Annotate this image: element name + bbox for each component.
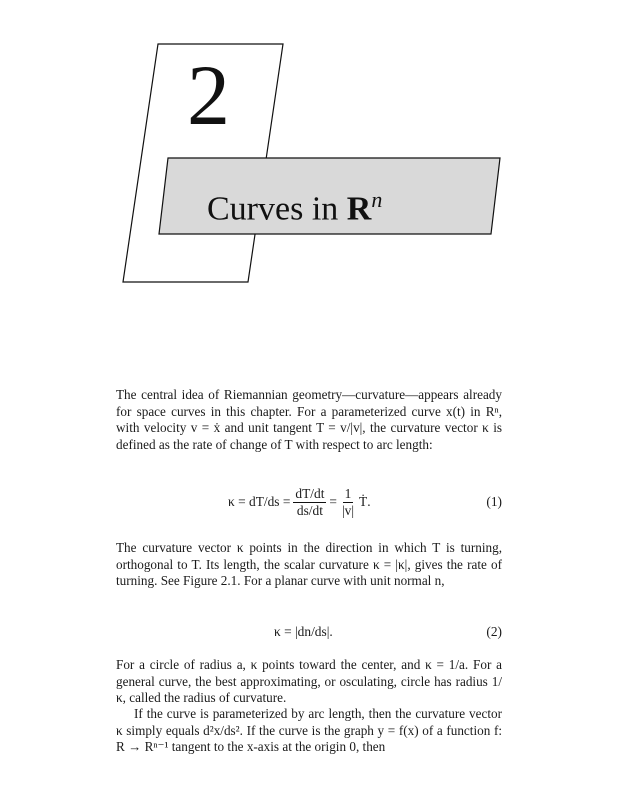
- equation-2-formula: κ = |dn/ds|.: [274, 624, 333, 639]
- equation-2-number: (2): [486, 624, 502, 639]
- paragraph-circle: For a circle of radius a, κ points toward the center, and κ = 1/a. For a general curve, the best approximating, or osculating, circle has radius 1/κ, called the radius of curvature.: [116, 657, 502, 706]
- chapter-number: 2: [187, 47, 230, 143]
- eq1-frac2-denominator: |v|: [341, 502, 355, 518]
- eq1-lhs: κ = dT/ds =: [228, 494, 291, 509]
- equation-1-number: (1): [486, 494, 502, 509]
- equation-2: [116, 612, 502, 652]
- eq1-equals: =: [329, 494, 337, 509]
- paragraph-curvature-vector: The curvature vector κ points in the direction in which T is turning, orthogonal to T. Its length, the scalar curvature κ = |κ|, gives the rate of turning. See Figure 2.1. For a planar curve with unit normal n,: [116, 540, 502, 589]
- eq1-frac1-numerator: dT/dt: [295, 485, 325, 501]
- chapter-title-text: Curves in: [207, 190, 347, 228]
- eq1-fraction-2: [340, 486, 356, 519]
- chapter-title-symbol: R: [346, 190, 372, 228]
- eq1-frac1-denominator: ds/dt: [296, 502, 323, 518]
- eq1-rhs: Ṫ.: [359, 494, 371, 509]
- eq1-fraction-1: [293, 486, 326, 519]
- paragraph-intro: The central idea of Riemannian geometry—curvature—appears already for space curves in this chapter. For a parameterized curve x(t) in Rⁿ, with velocity v = ẋ and unit tangent T = v/|v|, the curvature vector κ is defined as the rate of change of T with respect to arc length:: [116, 387, 502, 452]
- chapter-title: [207, 180, 382, 229]
- equation-1-formula: [228, 482, 371, 522]
- chapter-title-superscript: n: [371, 187, 383, 212]
- equation-1: [116, 482, 502, 522]
- paragraph-arc-length: If the curve is parameterized by arc length, then the curvature vector κ simply equals d²x/ds². If the curve is the graph y = f(x) of a function f: R → Rⁿ⁻¹ tangent to the x-axis at the origin 0, then: [116, 706, 502, 755]
- eq1-frac2-numerator: 1: [344, 485, 352, 501]
